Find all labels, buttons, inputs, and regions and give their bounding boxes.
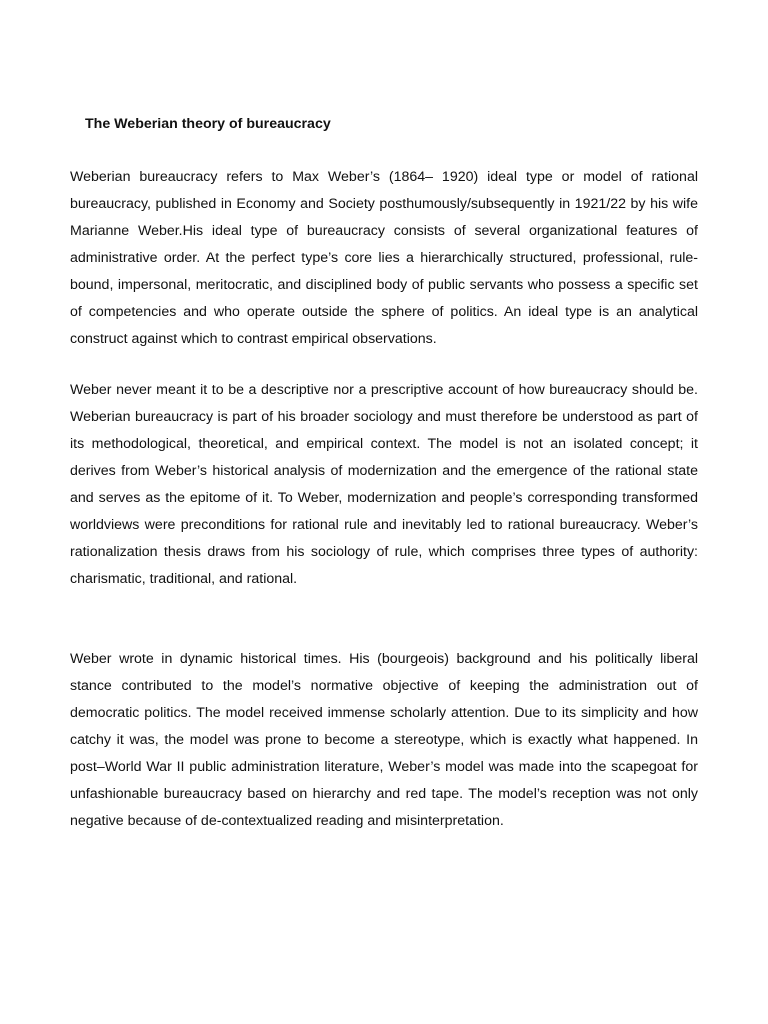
paragraph-3: Weber wrote in dynamic historical times. His (bourgeois) background and his politically liberal stance contributed to the model’s normative objective of keeping the administration out of democratic politics. The model received immense scholarly attention. Due to its simplicity and how catchy it was, the model was prone to become a stereotype, which is exactly what happened. In post–World War II public administration literature, Weber’s model was made into the scapegoat for unfashionable bureaucracy based on hierarchy and red tape. The model’s reception was not only negative because of de-contextualized reading and misinterpretation.	[70, 651, 698, 829]
paragraph-2: Weber never meant it to be a descriptive nor a prescriptive account of how bureaucracy should be. Weberian bureaucracy is part of his broader sociology and must therefore be understood as part of its methodological, theoretical, and empirical context. The model is not an isolated concept; it derives from Weber’s historical analysis of modernization and the emergence of the rational state and serves as the epitome of it. To Weber, modernization and people’s corresponding transformed worldviews were preconditions for rational rule and inevitably led to rational bureaucracy. Weber’s rationalization thesis draws from his sociology of rule, which comprises three types of authority: charismatic, traditional, and rational.	[70, 382, 698, 587]
document-title: The Weberian theory of bureaucracy	[85, 116, 331, 132]
paragraph-1: Weberian bureaucracy refers to Max Weber’s (1864– 1920) ideal type or model of rational bureaucracy, published in Economy and Society posthumously/subsequently in 1921/22 by his wife Marianne Weber.His ideal type of bureaucracy consists of several organizational features of administrative order. At the perfect type’s core lies a hierarchically structured, professional, rule-bound, impersonal, meritocratic, and disciplined body of public servants who possess a specific set of competencies and who operate outside the sphere of politics. An ideal type is an analytical construct against which to contrast empirical observations.	[70, 169, 698, 347]
